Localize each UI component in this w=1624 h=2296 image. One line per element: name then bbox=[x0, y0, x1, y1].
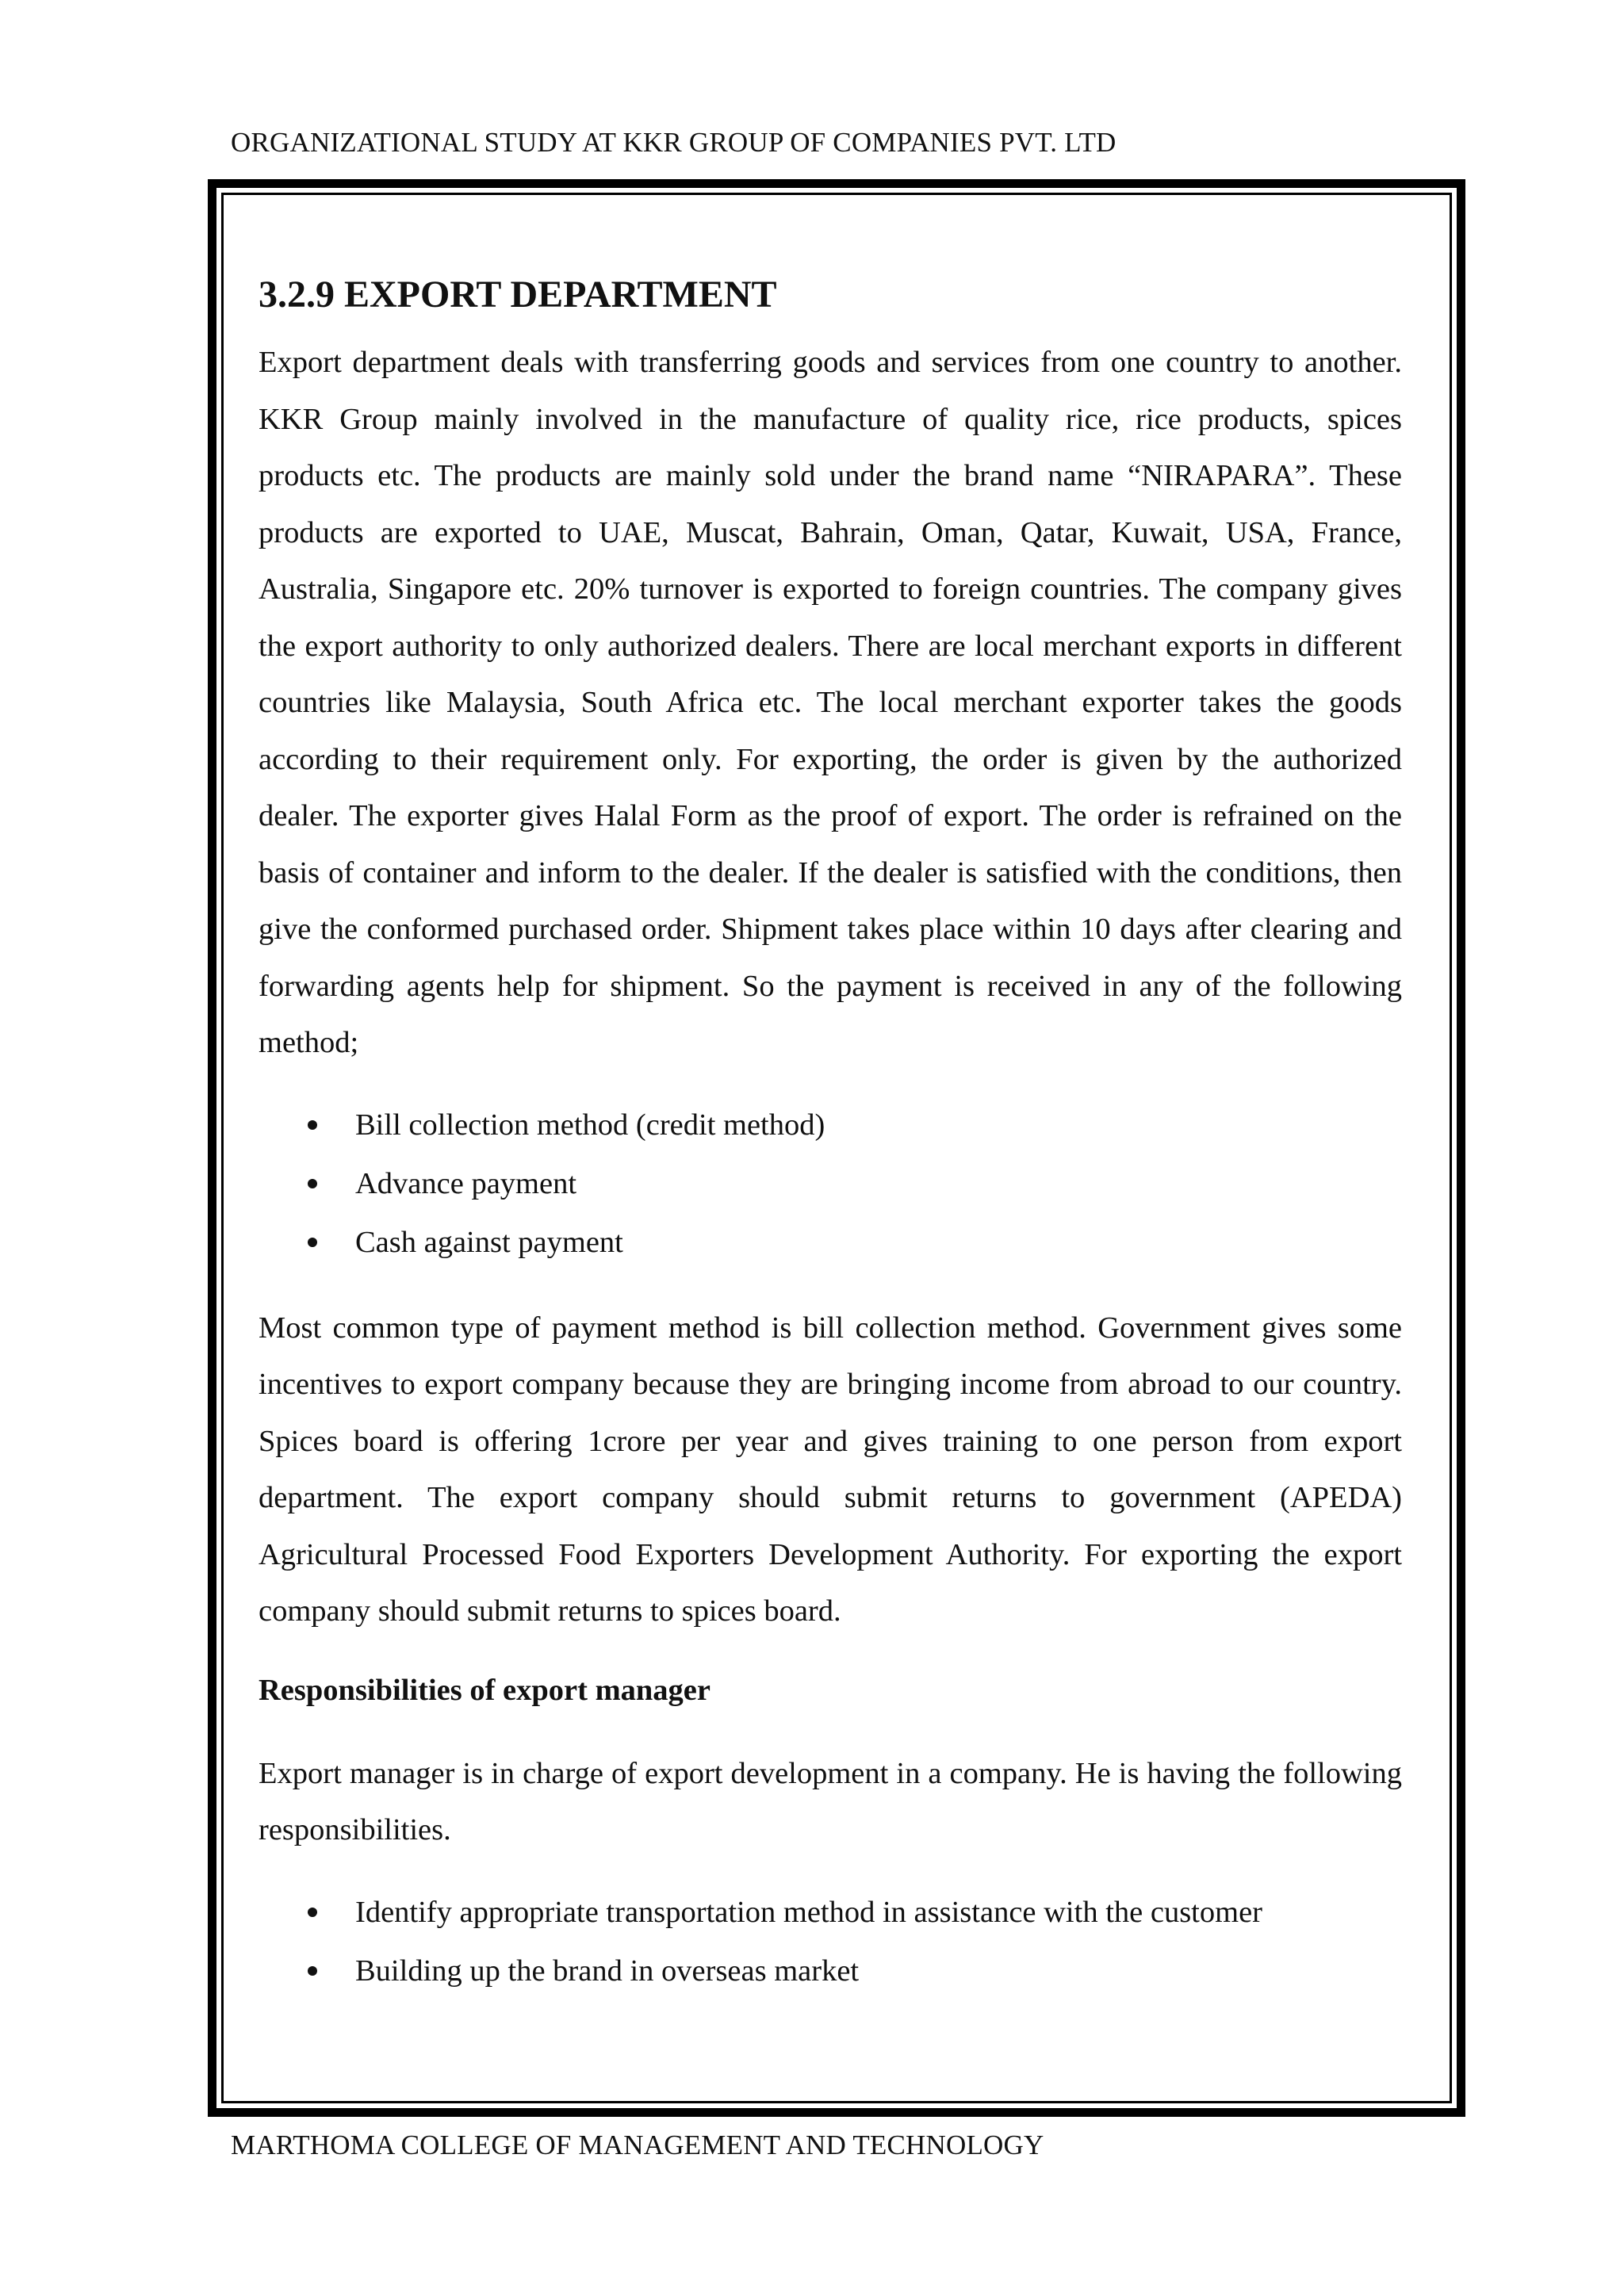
bullet-icon bbox=[308, 1966, 317, 1976]
list-item bbox=[259, 1096, 1402, 1154]
section-title: 3.2.9 EXPORT DEPARTMENT bbox=[259, 274, 777, 316]
bullet-icon bbox=[308, 1908, 317, 1917]
running-footer: MARTHOMA COLLEGE OF MANAGEMENT AND TECHNOLOGY bbox=[231, 2130, 1044, 2160]
bullet-icon bbox=[308, 1120, 317, 1130]
paragraph-export-overview: Export department deals with transferring goods and services from one country to another. KKR Group mainly involved in the manufacture of quality rice, rice products, spices products etc. The products are mainly sold under the brand name “NIRAPARA”. These products are exported to UAE, Muscat, Bahrain, Oman, Qatar, Kuwait, USA, France, Australia, Singapore etc. 20% turnover is exported to foreign countries. The company gives the export authority to only authorized dealers. There are local merchant exports in different countries like Malaysia, South Africa etc. The local merchant exporter takes the goods according to their requirement only. For exporting, the order is given by the authorized dealer. The exporter gives Halal Form as the proof of export. The order is refrained on the basis of container and inform to the dealer. If the dealer is satisfied with the conditions, then give the conformed purchased order. Shipment takes place within 10 days after clearing and forwarding agents help for shipment. So the payment is received in any of the following method; bbox=[259, 346, 1402, 1059]
bullet-icon bbox=[308, 1179, 317, 1188]
responsibilities-list bbox=[259, 1883, 1402, 2000]
running-header: ORGANIZATIONAL STUDY AT KKR GROUP OF COMPANIES PVT. LTD bbox=[231, 127, 1116, 158]
list-item-text: Identify appropriate transportation method in assistance with the customer bbox=[355, 1895, 1262, 1929]
list-item bbox=[259, 1883, 1402, 1942]
subheading-export-manager: Responsibilities of export manager bbox=[259, 1673, 710, 1707]
list-item-text: Cash against payment bbox=[355, 1225, 623, 1259]
list-item-text: Bill collection method (credit method) bbox=[355, 1108, 825, 1142]
bullet-icon bbox=[308, 1238, 317, 1247]
list-item-text: Advance payment bbox=[355, 1166, 577, 1200]
list-item bbox=[259, 1154, 1402, 1213]
list-item bbox=[259, 1213, 1402, 1272]
paragraph-export-manager: Export manager is in charge of export development in a company. He is having the following responsibilities. bbox=[259, 1756, 1402, 1846]
payment-methods-list bbox=[259, 1096, 1402, 1272]
paragraph-payment-incentives: Most common type of payment method is bill collection method. Government gives some incentives to export company because they are bringing income from abroad to our country. Spices board is offering 1crore per year and gives training to one person from export department. The export company should submit returns to government (APEDA) Agricultural Processed Food Exporters Development Authority. For exporting the export company should submit returns to spices board. bbox=[259, 1311, 1402, 1628]
list-item bbox=[259, 1942, 1402, 2000]
page-content bbox=[259, 271, 1402, 2029]
list-item-text: Building up the brand in overseas market bbox=[355, 1954, 860, 1988]
